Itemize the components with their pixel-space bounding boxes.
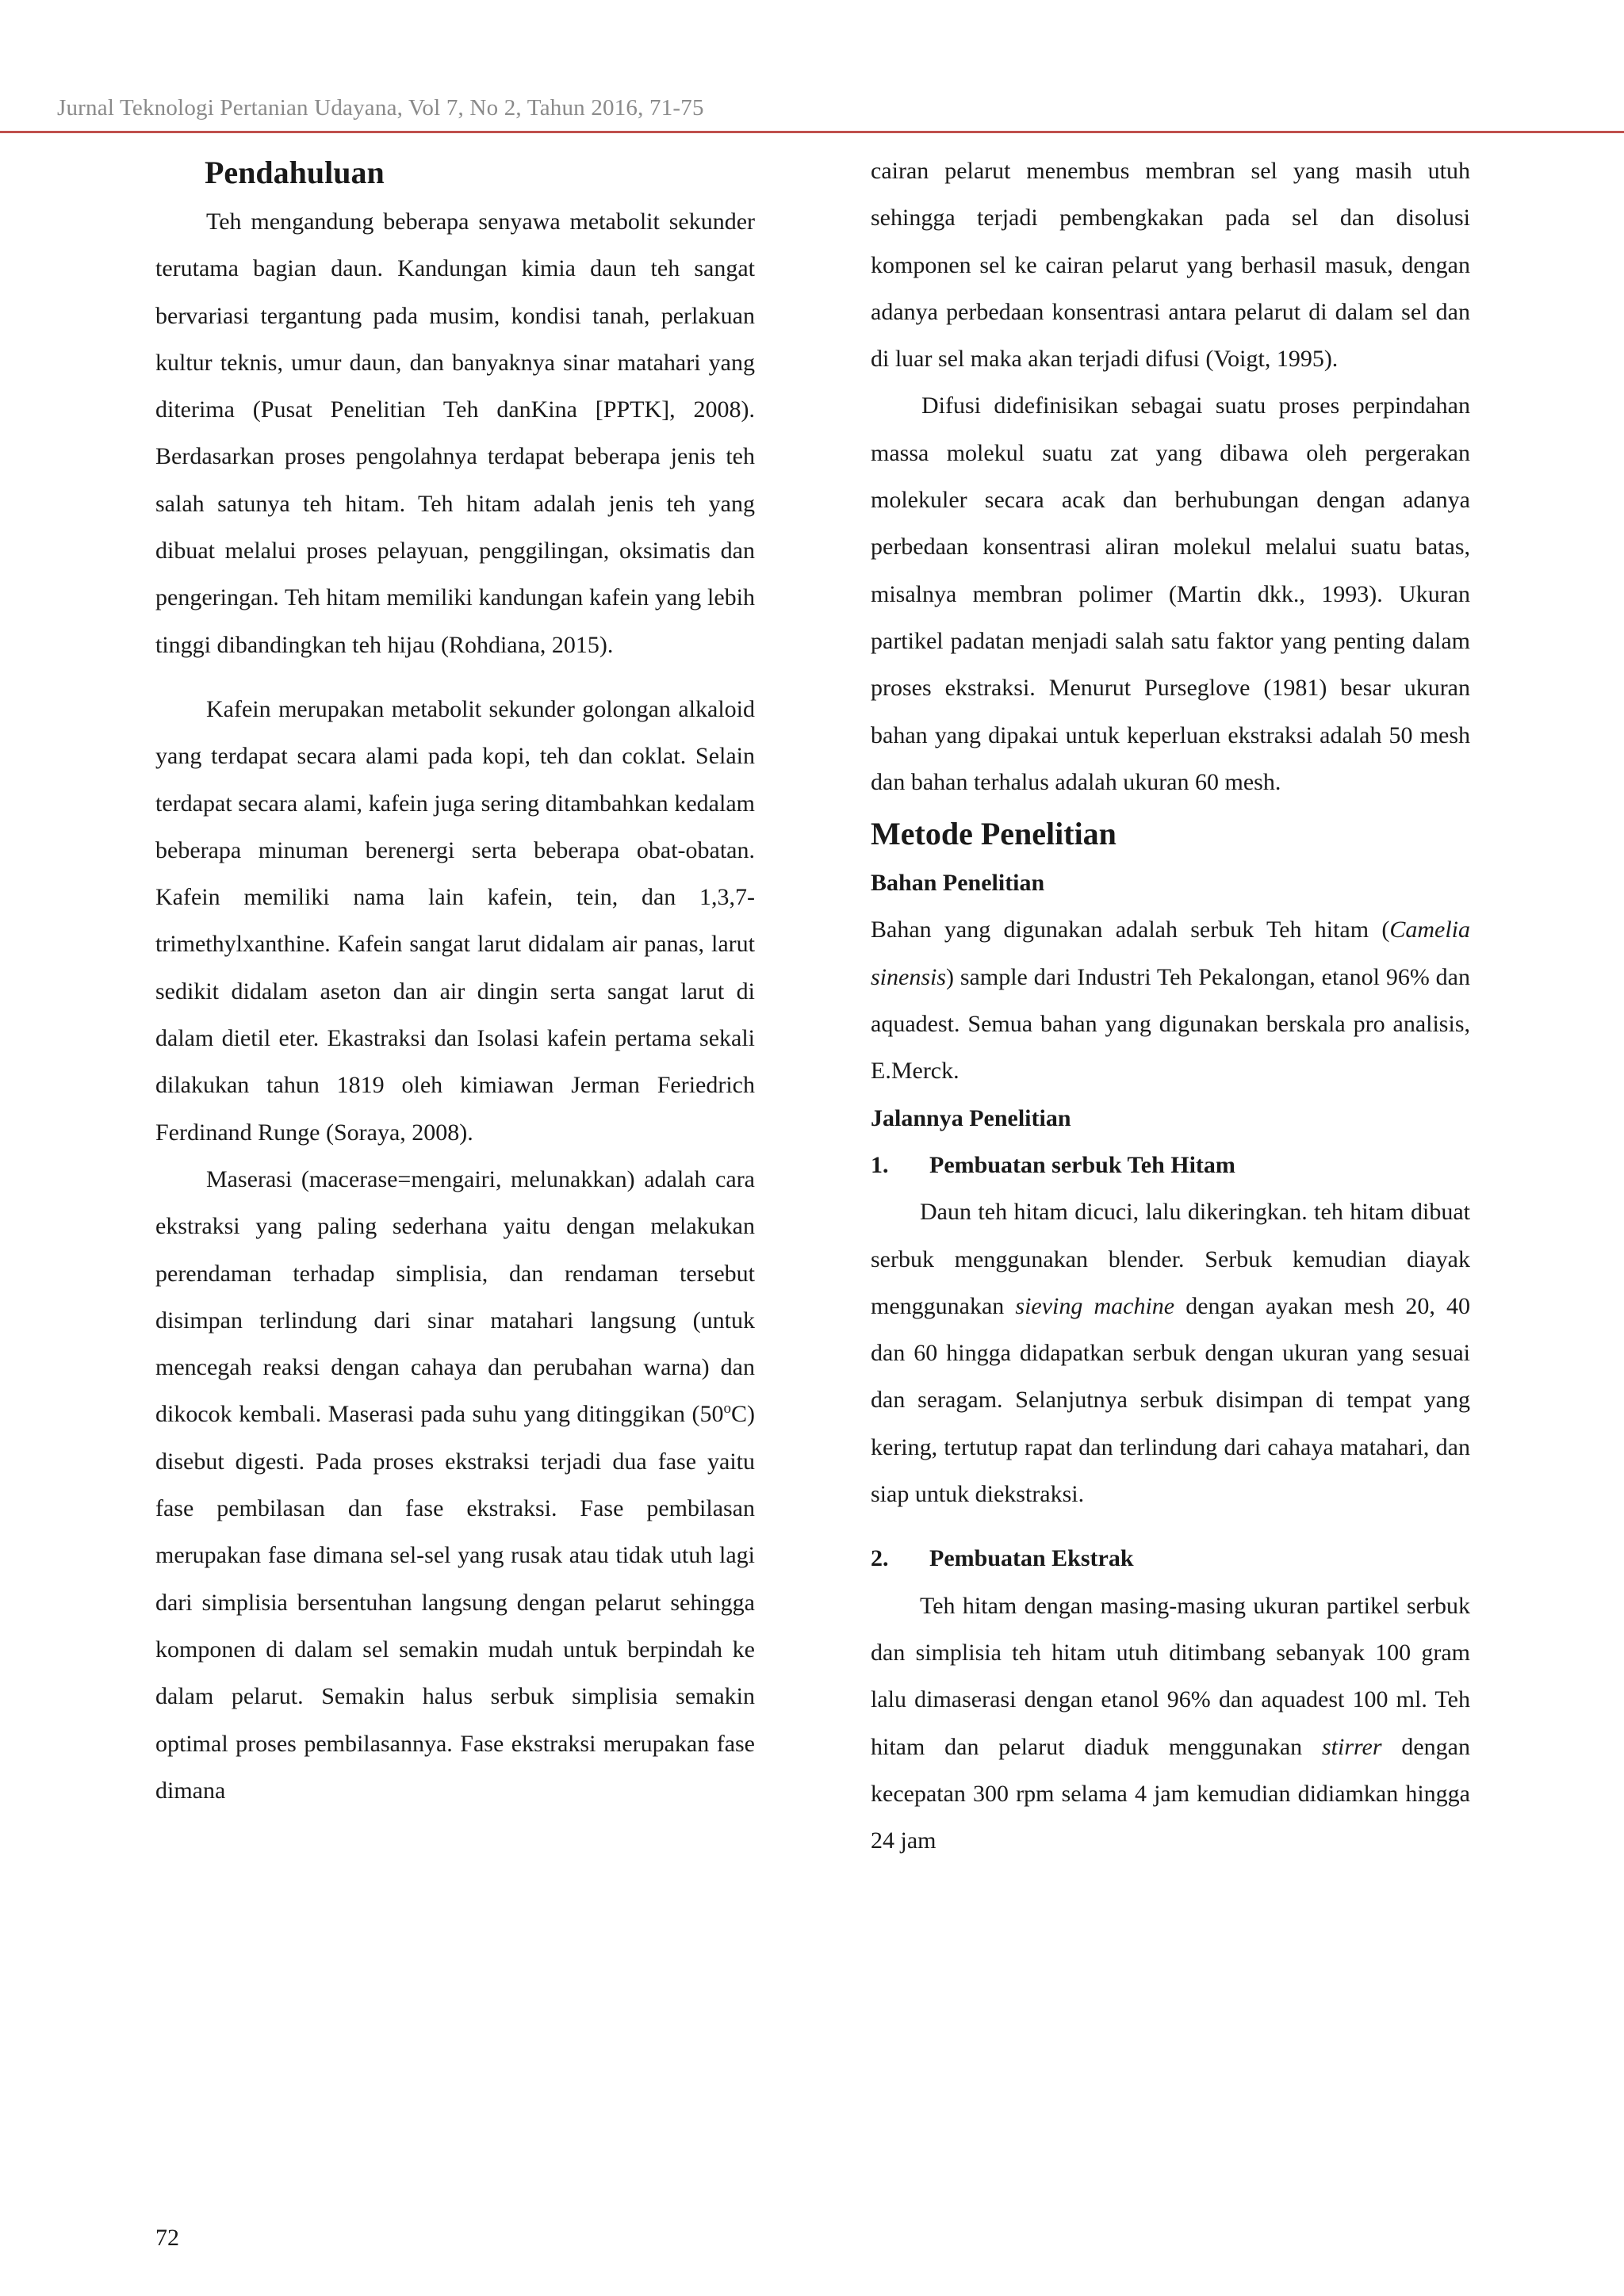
paragraph-continuation: cairan pelarut menembus membran sel yang masih utuh sehingga terjadi pembengkakan pada sel dan disolusi komponen sel ke cairan pelarut yang berhasil masuk, dengan adanya perbedaan konsentrasi antara pelarut di dalam sel dan di luar sel maka akan terjadi difusi (Voigt, 1995). — [871, 158, 1470, 373]
ekstrak-text-after: dengan kecepatan 300 rpm selama 4 jam kemudian didiamkan hingga 24 jam — [871, 1733, 1470, 1854]
subheading-serbuk-number: 1. — [871, 1151, 889, 1178]
page-number: 72 — [155, 2225, 179, 2251]
paragraph-serbuk — [871, 1188, 1470, 1517]
paragraph-difusi: Difusi didefinisikan sebagai suatu proses perpindahan massa molekul suatu zat yang dibawa oleh pergerakan molekuler secara acak dan berhubungan dengan adanya perbedaan konsentrasi aliran molekul melalui suatu batas, misalnya membran polimer (Martin dkk., 1993). Ukuran partikel padatan menjadi salah satu faktor yang penting dalam proses ekstraksi. Menurut Purseglove (1981) besar ukuran bahan yang dipakai untuk keperluan ekstraksi adalah 50 mesh dan bahan terhalus adalah ukuran 60 mesh. — [871, 392, 1470, 795]
subheading-serbuk — [871, 1142, 1470, 1188]
degree-superscript: o — [723, 1400, 731, 1418]
paragraph-maserasi — [155, 1156, 755, 1814]
ekstrak-text-before: Teh hitam dengan masing-masing ukuran partikel serbuk dan simplisia teh hitam utuh ditimbang sebanyak 100 gram lalu dimaserasi dengan etanol 96% dan aquadest 100 ml. Teh hitam dan pelarut diaduk menggunakan — [871, 1592, 1470, 1760]
section-heading-metode: Metode Penelitian — [871, 816, 1116, 852]
maserasi-text-part1: Maserasi (macerase=mengairi, melunakkan) adalah cara ekstraksi yang paling sederhana yaitu dengan melakukan perendaman terhadap simplisia, dan rendaman tersebut disimpan terlindung dari sinar matahari langsung (untuk mencegah reaksi dengan cahaya dan perubahan warna) dan dikocok kembali. Maserasi pada suhu yang ditinggikan (50 — [155, 1165, 755, 1428]
bahan-text-after: ) sample dari Industri Teh Pekalongan, etanol 96% dan aquadest. Semua bahan yang digunakan berskala pro analisis, E.Merck. — [871, 963, 1470, 1085]
paragraph-kafein: Kafein merupakan metabolit sekunder golongan alkaloid yang terdapat secara alami pada kopi, teh dan coklat. Selain terdapat secara alami, kafein juga sering ditambahkan kedalam beberapa minuman berenergi serta beberapa obat-obatan. Kafein memiliki nama lain kafein, tein, dan 1,3,7-trimethylxanthine. Kafein sangat larut didalam air panas, larut sedikit didalam aseton dan air dingin serta sangat larut di dalam dietil eter. Ekastraksi dan Isolasi kafein pertama sekali dilakukan tahun 1819 oleh kimiawan Jerman Feriedrich Ferdinand Runge (Soraya, 2008). — [155, 695, 755, 1146]
paragraph-teh: Teh mengandung beberapa senyawa metabolit sekunder terutama bagian daun. Kandungan kimia daun teh sangat bervariasi tergantung pada musim, kondisi tanah, perlakuan kultur teknis, umur daun, dan banyaknya sinar matahari yang diterima (Pusat Penelitian Teh danKina [PPTK], 2008). Berdasarkan proses pengolahnya terdapat beberapa jenis teh salah satunya teh hitam. Teh hitam adalah jenis teh yang dibuat melalui proses pelayuan, penggilingan, oksimatis dan pengeringan. Teh hitam memiliki kandungan kafein yang lebih tinggi dibandingkan teh hijau (Rohdiana, 2015). — [155, 209, 755, 658]
serbuk-text-after: dengan ayakan mesh 20, 40 dan 60 hingga didapatkan serbuk dengan ukuran yang sesuai dan seragam. Selanjutnya serbuk disimpan di tempat yang kering, tertutup rapat dan terlindung dari cahaya matahari, dan siap untuk diekstraksi. — [871, 1292, 1471, 1508]
bahan-italic-term: Camelia sinensis — [871, 916, 1470, 990]
section-heading-pendahuluan: Pendahuluan — [205, 155, 385, 190]
paragraph-ekstrak — [871, 1582, 1470, 1865]
subheading-ekstrak-number: 2. — [871, 1545, 889, 1572]
bahan-text-before: Bahan yang digunakan adalah serbuk Teh hitam ( — [871, 916, 1390, 943]
maserasi-text-part2: C) disebut digesti. Pada proses ekstraksi terjadi dua fase yaitu fase pembilasan dan fase ekstraksi. Fase pembilasan merupakan fase dimana sel-sel yang rusak atau tidak utuh lagi dari simplisia bersentuhan langsung dengan pelarut sehingga komponen di dalam sel semakin mudah untuk berpindah ke dalam pelarut. Semakin halus serbuk simplisia semakin optimal proses pembilasannya. Fase ekstraksi merupakan fase dimana — [155, 1401, 755, 1804]
subheading-bahan: Bahan Penelitian — [871, 870, 1045, 897]
left-column — [155, 147, 755, 1814]
subheading-ekstrak — [871, 1535, 1470, 1582]
subheading-serbuk-title: Pembuatan serbuk Teh Hitam — [929, 1151, 1235, 1178]
header-divider — [0, 131, 1624, 133]
serbuk-italic-term: sieving machine — [1015, 1292, 1175, 1319]
right-column — [871, 147, 1470, 1864]
subheading-jalannya: Jalannya Penelitian — [871, 1104, 1071, 1131]
journal-running-header: Jurnal Teknologi Pertanian Udayana, Vol 7, No 2, Tahun 2016, 71-75 — [57, 95, 704, 121]
subheading-ekstrak-title: Pembuatan Ekstrak — [929, 1545, 1134, 1572]
paragraph-bahan — [871, 906, 1470, 1094]
serbuk-text-before: Daun teh hitam dicuci, lalu dikeringkan. teh hitam dibuat serbuk menggunakan blender. Serbuk kemudian diayak menggunakan — [871, 1199, 1470, 1319]
ekstrak-italic-term: stirrer — [1321, 1733, 1382, 1760]
